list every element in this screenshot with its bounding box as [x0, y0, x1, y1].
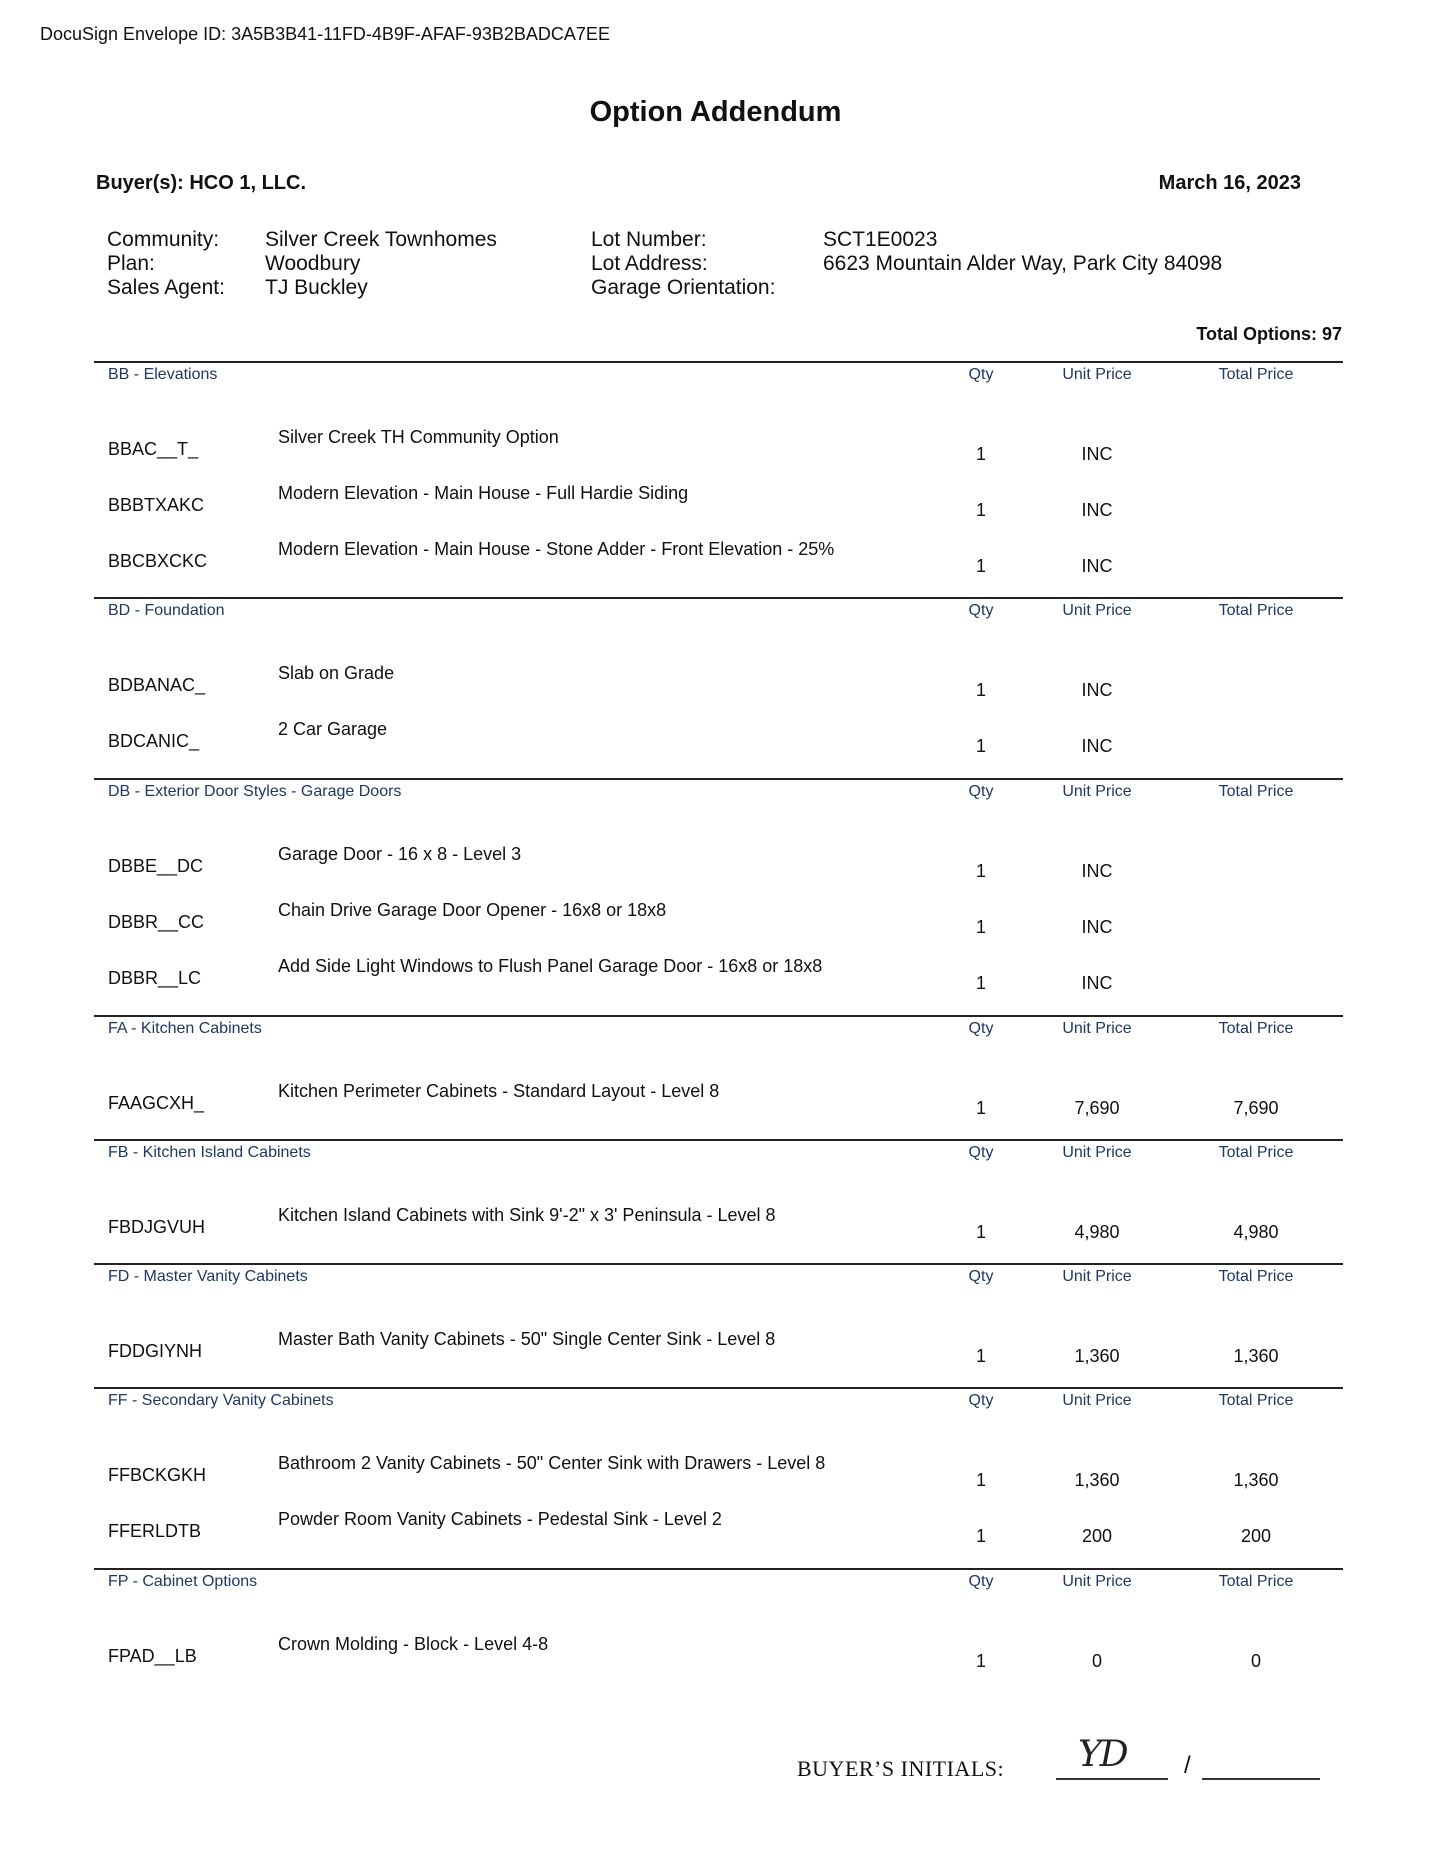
initials-line-1[interactable]: [1056, 1778, 1168, 1780]
option-code: FPAD__LB: [108, 1646, 197, 1666]
option-qty: 1: [975, 973, 986, 993]
option-unit-price: 200: [1081, 1526, 1113, 1546]
section-divider: [94, 597, 1343, 599]
option-description: Crown Molding - Block - Level 4-8: [278, 1634, 549, 1654]
option-code: FFERLDTB: [108, 1521, 202, 1541]
option-description: Silver Creek TH Community Option: [278, 427, 559, 447]
total-options: Total Options: 97: [1196, 324, 1342, 344]
initials-signature: YD: [1078, 1734, 1127, 1775]
option-unit-price: INC: [1081, 861, 1113, 881]
col-header-unit-price: Unit Price: [1062, 1268, 1132, 1285]
option-unit-price: 0: [1091, 1651, 1102, 1671]
option-qty: 1: [975, 736, 986, 756]
col-header-total-price: Total Price: [1218, 1573, 1294, 1590]
buyer-name: Buyer(s): HCO 1, LLC.: [96, 172, 307, 194]
section-title: DB - Exterior Door Styles - Garage Doors: [108, 783, 402, 800]
col-header-qty: Qty: [968, 1144, 994, 1161]
option-total-price: 7,690: [1233, 1098, 1279, 1118]
option-description: Garage Door - 16 x 8 - Level 3: [278, 844, 522, 864]
option-code: BDCANIC_: [108, 731, 200, 751]
agent-value: TJ Buckley: [265, 276, 368, 299]
option-total-price: 4,980: [1233, 1222, 1279, 1242]
option-unit-price: 7,690: [1074, 1098, 1120, 1118]
option-qty: 1: [975, 1470, 986, 1490]
option-code: FFBCKGKH: [108, 1465, 207, 1485]
option-description: Chain Drive Garage Door Opener - 16x8 or 18x8: [278, 900, 667, 920]
option-unit-price: INC: [1081, 917, 1113, 937]
col-header-qty: Qty: [968, 1020, 994, 1037]
option-description: Modern Elevation - Main House - Stone Adder - Front Elevation - 25%: [278, 539, 835, 559]
initials-separator: /: [1184, 1752, 1191, 1779]
option-description: Bathroom 2 Vanity Cabinets - 50" Center Sink with Drawers - Level 8: [278, 1453, 826, 1473]
col-header-unit-price: Unit Price: [1062, 783, 1132, 800]
option-qty: 1: [975, 1651, 986, 1671]
col-header-qty: Qty: [968, 1392, 994, 1409]
option-unit-price: 1,360: [1074, 1346, 1120, 1366]
section-divider: [94, 778, 1343, 780]
section-title: BB - Elevations: [108, 366, 218, 383]
option-code: BDBANAC_: [108, 675, 206, 695]
option-total-price: 1,360: [1233, 1346, 1279, 1366]
option-qty: 1: [975, 1222, 986, 1242]
plan-label: Plan:: [107, 252, 155, 275]
option-qty: 1: [975, 1526, 986, 1546]
option-description: Powder Room Vanity Cabinets - Pedestal Sink - Level 2: [278, 1509, 722, 1529]
option-code: DBBR__CC: [108, 912, 205, 932]
option-description: Kitchen Perimeter Cabinets - Standard Layout - Level 8: [278, 1081, 720, 1101]
page-title: Option Addendum: [589, 96, 842, 128]
section-title: FF - Secondary Vanity Cabinets: [108, 1392, 334, 1409]
col-header-qty: Qty: [968, 366, 994, 383]
col-header-qty: Qty: [968, 783, 994, 800]
envelope-id: DocuSign Envelope ID: 3A5B3B41-11FD-4B9F-AFAF-93B2BADCA7EE: [40, 24, 610, 44]
section-divider: [94, 1139, 1343, 1141]
col-header-total-price: Total Price: [1218, 366, 1294, 383]
community-value: Silver Creek Townhomes: [265, 228, 497, 251]
section-title: FB - Kitchen Island Cabinets: [108, 1144, 311, 1161]
col-header-unit-price: Unit Price: [1062, 1020, 1132, 1037]
col-header-total-price: Total Price: [1218, 1392, 1294, 1409]
col-header-total-price: Total Price: [1218, 1020, 1294, 1037]
option-unit-price: 4,980: [1074, 1222, 1120, 1242]
lot-number-label: Lot Number:: [591, 228, 707, 251]
option-description: Add Side Light Windows to Flush Panel Garage Door - 16x8 or 18x8: [278, 956, 823, 976]
col-header-unit-price: Unit Price: [1062, 1392, 1132, 1409]
document-date: March 16, 2023: [1158, 172, 1301, 194]
community-label: Community:: [107, 228, 220, 251]
section-title: FP - Cabinet Options: [108, 1573, 258, 1590]
col-header-total-price: Total Price: [1218, 783, 1294, 800]
garage-orientation-label: Garage Orientation:: [591, 276, 776, 299]
option-unit-price: 1,360: [1074, 1470, 1120, 1490]
plan-value: Woodbury: [265, 252, 361, 275]
option-code: FDDGIYNH: [108, 1341, 202, 1361]
option-qty: 1: [975, 861, 986, 881]
option-unit-price: INC: [1081, 500, 1113, 520]
lot-address-value: 6623 Mountain Alder Way, Park City 84098: [823, 252, 1223, 275]
option-code: FAAGCXH_: [108, 1093, 205, 1113]
option-qty: 1: [975, 1346, 986, 1366]
buyer-initials-label: BUYER’S INITIALS:: [797, 1756, 1005, 1781]
section-divider: [94, 361, 1343, 363]
option-unit-price: INC: [1081, 556, 1113, 576]
lot-address-label: Lot Address:: [591, 252, 708, 275]
option-description: Master Bath Vanity Cabinets - 50" Single Center Sink - Level 8: [278, 1329, 776, 1349]
option-qty: 1: [975, 680, 986, 700]
col-header-qty: Qty: [968, 1268, 994, 1285]
initials-line-2[interactable]: [1202, 1778, 1320, 1780]
col-header-total-price: Total Price: [1218, 1268, 1294, 1285]
option-total-price: 1,360: [1233, 1470, 1279, 1490]
section-title: FD - Master Vanity Cabinets: [108, 1268, 308, 1285]
option-description: Modern Elevation - Main House - Full Hardie Siding: [278, 483, 689, 503]
option-code: FBDJGVUH: [108, 1217, 206, 1237]
lot-number-value: SCT1E0023: [823, 228, 938, 251]
section-title: BD - Foundation: [108, 602, 225, 619]
col-header-qty: Qty: [968, 1573, 994, 1590]
option-qty: 1: [975, 556, 986, 576]
option-total-price: 200: [1240, 1526, 1272, 1546]
agent-label: Sales Agent:: [107, 276, 225, 299]
option-code: DBBR__LC: [108, 968, 202, 988]
option-qty: 1: [975, 500, 986, 520]
option-description: Kitchen Island Cabinets with Sink 9'-2" x 3' Peninsula - Level 8: [278, 1205, 776, 1225]
option-unit-price: INC: [1081, 680, 1113, 700]
option-code: DBBE__DC: [108, 856, 204, 876]
col-header-total-price: Total Price: [1218, 1144, 1294, 1161]
option-code: BBBTXAKC: [108, 495, 205, 515]
option-unit-price: INC: [1081, 444, 1113, 464]
option-qty: 1: [975, 917, 986, 937]
section-divider: [94, 1387, 1343, 1389]
col-header-unit-price: Unit Price: [1062, 1144, 1132, 1161]
option-description: 2 Car Garage: [278, 719, 388, 739]
option-code: BBAC__T_: [108, 439, 199, 459]
col-header-unit-price: Unit Price: [1062, 366, 1132, 383]
option-qty: 1: [975, 1098, 986, 1118]
col-header-total-price: Total Price: [1218, 602, 1294, 619]
option-description: Slab on Grade: [278, 663, 395, 683]
section-divider: [94, 1263, 1343, 1265]
option-unit-price: INC: [1081, 973, 1113, 993]
option-code: BBCBXCKC: [108, 551, 208, 571]
col-header-unit-price: Unit Price: [1062, 602, 1132, 619]
col-header-qty: Qty: [968, 602, 994, 619]
section-title: FA - Kitchen Cabinets: [108, 1020, 262, 1037]
section-divider: [94, 1015, 1343, 1017]
section-divider: [94, 1568, 1343, 1570]
option-qty: 1: [975, 444, 986, 464]
col-header-unit-price: Unit Price: [1062, 1573, 1132, 1590]
option-total-price: 0: [1250, 1651, 1261, 1671]
option-unit-price: INC: [1081, 736, 1113, 756]
